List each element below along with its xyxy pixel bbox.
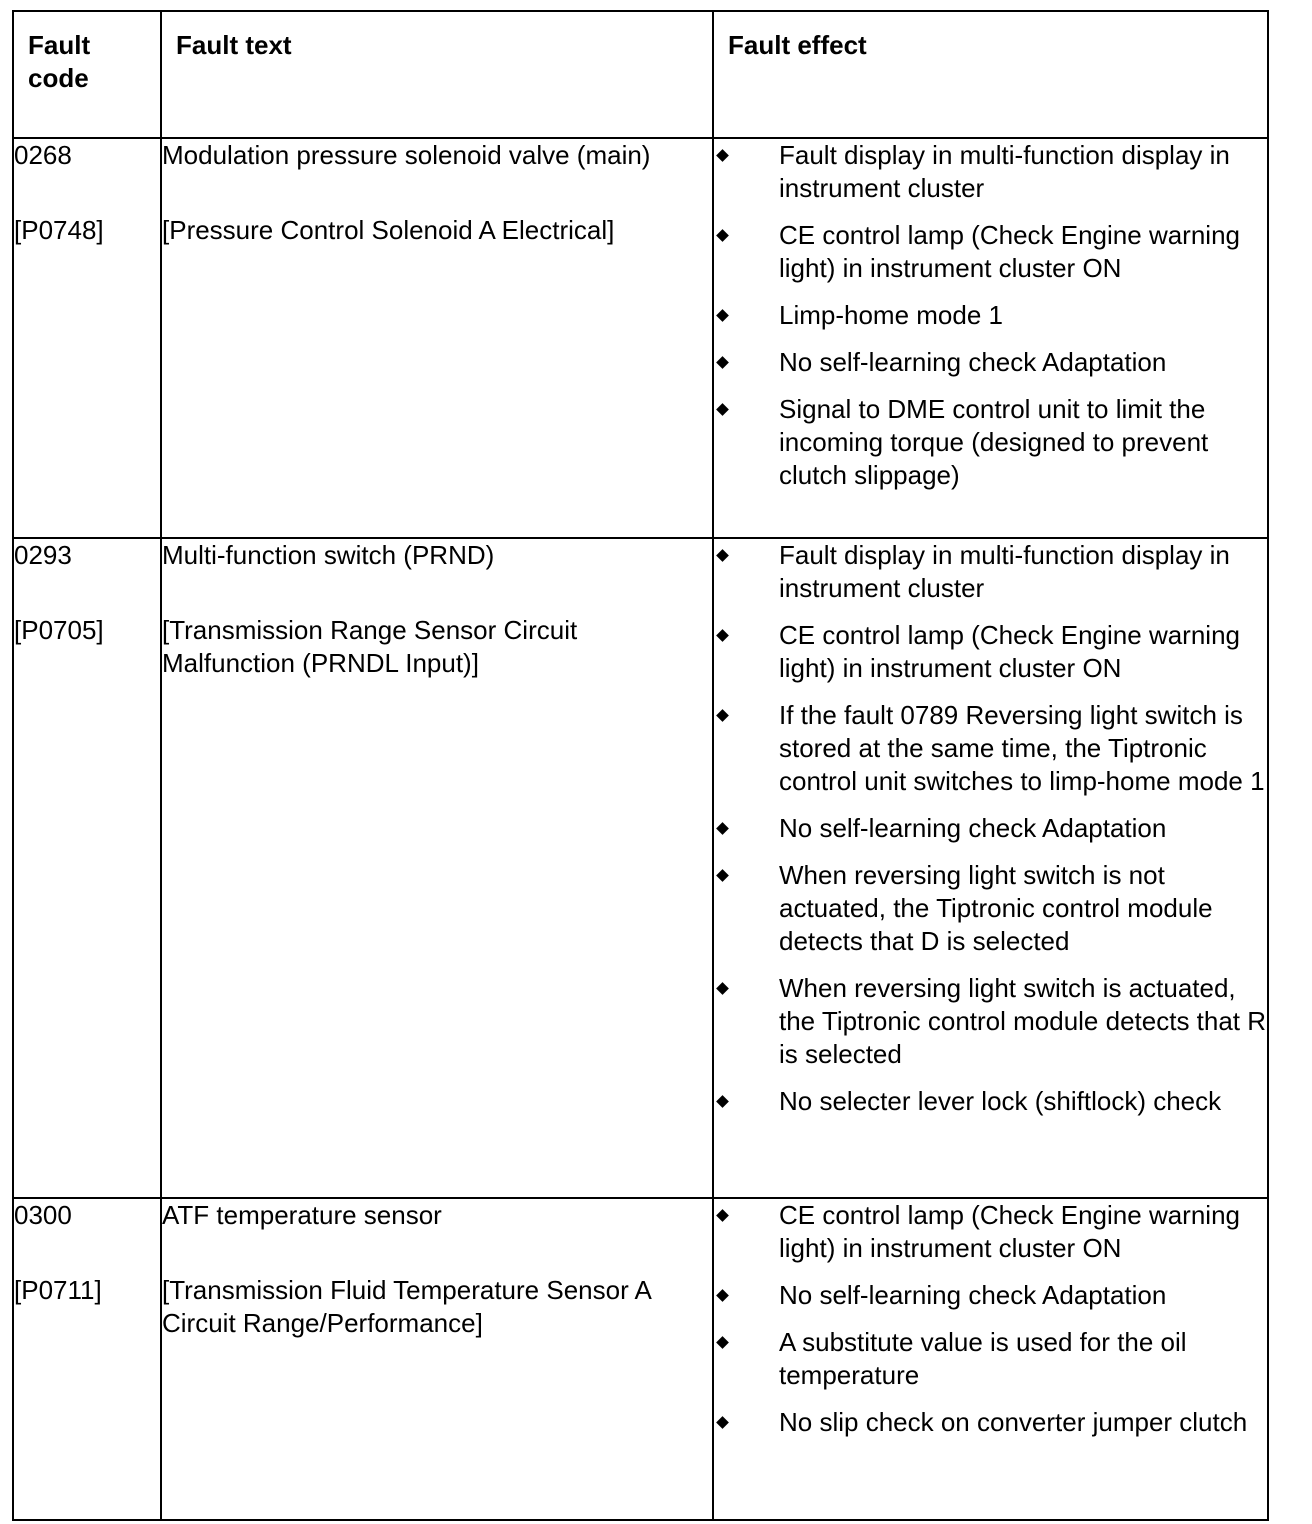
fault-code: 0268 [14, 140, 72, 170]
fault-effect-text: No selecter lever lock (shiftlock) check [779, 1086, 1222, 1116]
fault-effect-list [714, 1199, 1267, 1439]
fault-effect-list [714, 539, 1267, 1118]
table-row [13, 1198, 1268, 1520]
diamond-bullet-icon [716, 356, 729, 369]
table-row [13, 538, 1268, 1198]
fault-effect-item [714, 1326, 1267, 1392]
obd-fault-text: [Pressure Control Solenoid A Electrical] [162, 215, 615, 245]
diamond-bullet-icon [716, 403, 729, 416]
fault-effect-text: No self-learning check Adaptation [779, 1280, 1167, 1310]
fault-text: ATF temperature sensor [162, 1200, 442, 1230]
fault-effect-cell [713, 538, 1268, 1198]
fault-code-cell [13, 1198, 161, 1520]
diamond-bullet-icon [716, 982, 729, 995]
header-row [13, 11, 1268, 138]
diamond-bullet-icon [716, 629, 729, 642]
fault-text-cell [161, 1198, 713, 1520]
fault-effect-list [714, 139, 1267, 492]
diamond-bullet-icon [716, 822, 729, 835]
obd-fault-text: [Transmission Fluid Temperature Sensor A Circuit Range/Performance] [162, 1275, 651, 1338]
fault-effect-item [714, 812, 1267, 845]
fault-effect-item [714, 619, 1267, 685]
diamond-bullet-icon [716, 1209, 729, 1222]
fault-effect-text: Fault display in multi-function display in instrument cluster [779, 540, 1230, 603]
obd-code: [P0711] [14, 1275, 102, 1305]
fault-effect-text: If the fault 0789 Reversing light switch is stored at the same time, the Tiptronic control unit switches to limp-home mode 1 [779, 700, 1265, 796]
fault-effect-item [714, 219, 1267, 285]
fault-effect-cell [713, 138, 1268, 538]
obd-code: [P0705] [14, 615, 104, 645]
fault-code: 0293 [14, 540, 72, 570]
fault-text-cell [161, 538, 713, 1198]
table-row [13, 138, 1268, 538]
fault-effect-text: No self-learning check Adaptation [779, 347, 1167, 377]
fault-effect-item [714, 539, 1267, 605]
header-fault-text: Fault text [161, 11, 713, 138]
fault-effect-item [714, 1406, 1267, 1439]
fault-effect-text: When reversing light switch is not actuated, the Tiptronic control module detects that D is selected [779, 860, 1213, 956]
fault-effect-item [714, 1199, 1267, 1265]
diamond-bullet-icon [716, 1336, 729, 1349]
diamond-bullet-icon [716, 229, 729, 242]
fault-text-cell [161, 138, 713, 538]
fault-effect-text: No slip check on converter jumper clutch [779, 1407, 1248, 1437]
fault-effect-item [714, 699, 1267, 798]
fault-effect-text: No self-learning check Adaptation [779, 813, 1167, 843]
diamond-bullet-icon [716, 149, 729, 162]
fault-effect-item [714, 393, 1267, 492]
diamond-bullet-icon [716, 709, 729, 722]
fault-effect-text: When reversing light switch is actuated, the Tiptronic control module detects that R is selected [779, 973, 1267, 1069]
header-fault-code-line1: Fault [28, 30, 91, 60]
fault-effect-text: A substitute value is used for the oil temperature [779, 1327, 1187, 1390]
fault-code-cell [13, 138, 161, 538]
fault-effect-item [714, 859, 1267, 958]
fault-effect-text: CE control lamp (Check Engine warning light) in instrument cluster ON [779, 220, 1240, 283]
fault-code-cell [13, 538, 161, 1198]
header-fault-code-line2: code [28, 63, 89, 93]
header-fault-code [13, 11, 161, 138]
diamond-bullet-icon [716, 869, 729, 882]
fault-code: 0300 [14, 1200, 72, 1230]
fault-effect-item [714, 972, 1267, 1071]
obd-code: [P0748] [14, 215, 104, 245]
fault-text: Modulation pressure solenoid valve (main) [162, 140, 651, 170]
fault-effect-text: CE control lamp (Check Engine warning light) in instrument cluster ON [779, 620, 1240, 683]
diamond-bullet-icon [716, 1416, 729, 1429]
fault-effect-text: Signal to DME control unit to limit the incoming torque (designed to prevent clutch slippage) [779, 394, 1209, 490]
fault-table [12, 10, 1269, 1521]
fault-effect-item [714, 1085, 1267, 1118]
header-fault-effect: Fault effect [713, 11, 1268, 138]
fault-effect-item [714, 139, 1267, 205]
fault-text: Multi-function switch (PRND) [162, 540, 495, 570]
fault-effect-cell [713, 1198, 1268, 1520]
fault-effect-text: Fault display in multi-function display in instrument cluster [779, 140, 1230, 203]
fault-effect-item [714, 346, 1267, 379]
diamond-bullet-icon [716, 549, 729, 562]
diamond-bullet-icon [716, 1095, 729, 1108]
diamond-bullet-icon [716, 1289, 729, 1302]
fault-effect-item [714, 299, 1267, 332]
fault-effect-text: Limp-home mode 1 [779, 300, 1003, 330]
diamond-bullet-icon [716, 309, 729, 322]
fault-effect-item [714, 1279, 1267, 1312]
fault-effect-text: CE control lamp (Check Engine warning light) in instrument cluster ON [779, 1200, 1240, 1263]
obd-fault-text: [Transmission Range Sensor Circuit Malfunction (PRNDL Input)] [162, 615, 578, 678]
